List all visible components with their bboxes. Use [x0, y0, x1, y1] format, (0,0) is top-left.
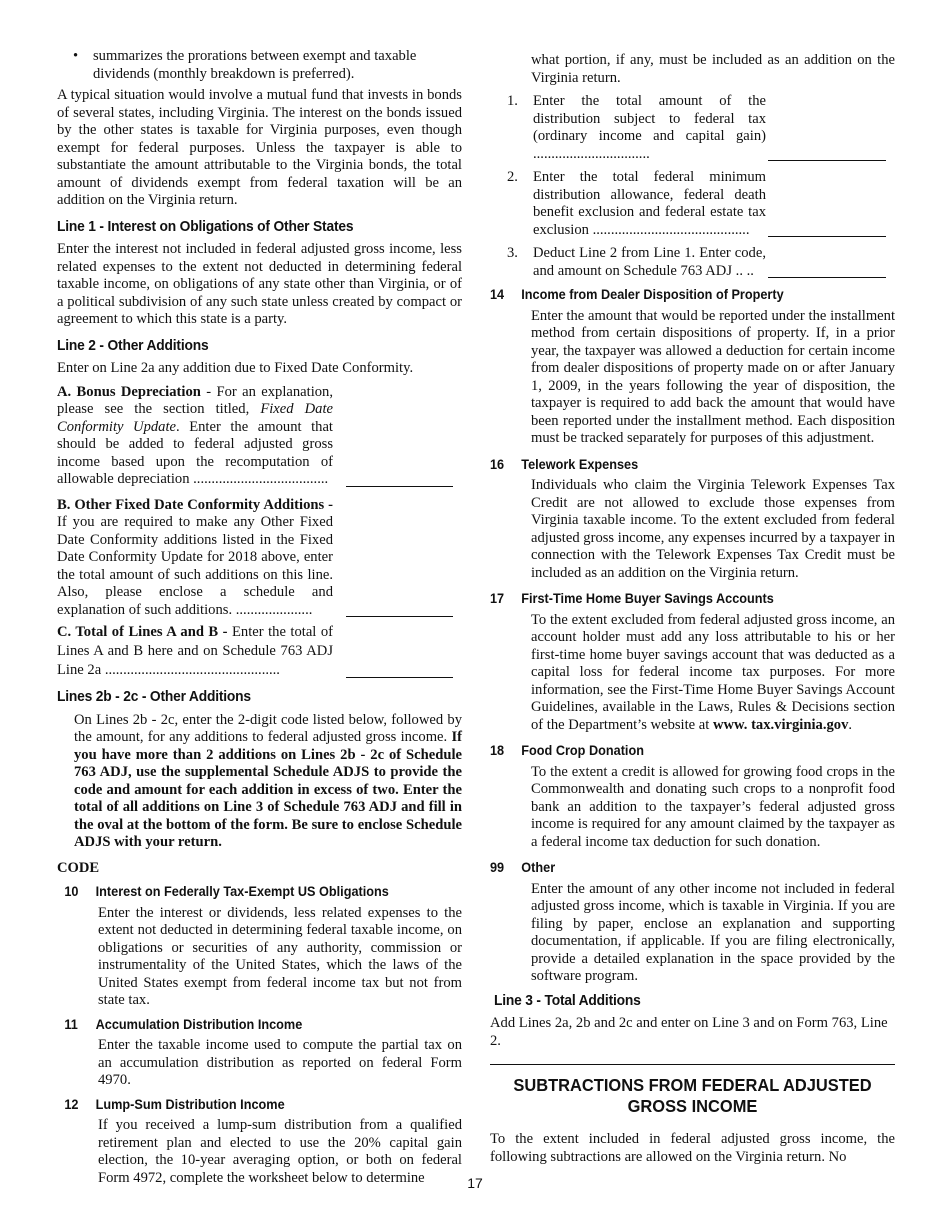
- line1-paragraph: Enter the interest not included in federal adjusted gross income, less related expenses to the extent not deducted in determining federal taxable income, on obligations of any state other than Virginia, or of a political subdivision of any such state unless created by compact or agreement to which this state is a party.: [57, 241, 462, 327]
- item-a-leader-dots: .....................................: [189, 471, 329, 487]
- code-99-block: [490, 859, 895, 986]
- section-divider: [490, 1064, 895, 1065]
- lines2b-bold-text: If you have more than 2 additions on Lines 2b - 2c of Schedule 763 ADJ, use the supplemental Schedule ADJS to provide the code and amount for each addition in excess of two. Enter the total of all additions on Line 3 of Schedule 763 ADJ and fill in the oval at the bottom of the form. Be sure to enclose Schedule ADJS with your return.: [74, 729, 462, 850]
- worksheet-number: 3.: [507, 245, 518, 261]
- line1-heading: Line 1 - Interest on Obligations of Other States: [57, 217, 354, 235]
- subtractions-heading: SUBTRACTIONS FROM FEDERAL ADJUSTED GROSS INCOME: [513, 1075, 872, 1116]
- code-17-block: [490, 590, 895, 734]
- item-c-leader-dots: ................................................: [101, 662, 280, 678]
- bullet-dot: •: [73, 48, 79, 64]
- code-title: Food Crop Donation: [521, 743, 644, 758]
- code-14-block: [490, 286, 895, 448]
- left-column: [57, 48, 462, 1187]
- worksheet-line-2: [490, 169, 766, 239]
- code-16-block: [490, 456, 895, 583]
- worksheet-text: Deduct Line 2 from Line 1. Enter code, and amount on Schedule 763 ADJ: [533, 245, 766, 279]
- code-99-heading: [490, 859, 863, 877]
- code-title: Accumulation Distribution Income: [95, 1016, 303, 1032]
- item-c-amount-field[interactable]: [346, 677, 453, 678]
- worksheet-leader-dots: .. ..: [732, 262, 754, 279]
- code-18-text: To the extent a credit is allowed for growing food crops in the Commonwealth and donating such crops to a nonprofit food bank an addition to the taxpayer’s federal adjusted gross income is required for any amount claimed by the taxpayer as a federal income tax deduction for such donation.: [531, 763, 895, 850]
- code-17-heading: [490, 590, 863, 608]
- code-number: 18: [490, 743, 505, 758]
- item-b-amount-field[interactable]: [346, 616, 453, 617]
- item-a-text-2: . Enter the amount that should be added to federal adjusted gross income based upon the recomputation of allowable depreciation: [57, 418, 333, 487]
- item-b-other-fdc-additions: [57, 497, 333, 620]
- code-14-heading: [490, 286, 863, 304]
- code-11-text: Enter the taxable income used to compute the partial tax on an accumulation distribution as reported on federal Form 4970.: [98, 1037, 462, 1088]
- worksheet-leader-dots: ...........................................: [588, 221, 750, 238]
- code-16-text: Individuals who claim the Virginia Telework Expenses Tax Credit are not allowed to exclude those expenses from Virginia taxable income. To the extent excluded from federal adjusted gross income, any expenses incurred by a taxpayer in connection with the Telework Expenses Tax Credit must be included as an addition on the Virginia return.: [531, 477, 895, 581]
- code-label: CODE: [57, 859, 100, 876]
- subtractions-paragraph: To the extent included in federal adjusted gross income, the following subtractions are allowed on the Virginia return. No: [490, 1131, 895, 1165]
- item-c-total: [57, 623, 333, 680]
- code-14-text: Enter the amount that would be reported under the installment method from certain dispositions of property. If, in a prior year, the taxpayer was allowed a deduction for certain income from dealer dispositions of property made on or after January 1, 2009, in the years following the year of disposition, the taxpayer is required to add back the amount that would have been reported under the installment method. Each disposition must be tracked separately for purposes of this adjustment.: [531, 307, 895, 446]
- code-17-end: .: [848, 716, 853, 733]
- code-17-body: To the extent excluded from federal adjusted gross income, an account holder must add any loss attributable to his or her first-time home buyer savings account that was deducted as a capital loss for federal income tax purposes. For more information, see the First-Time Home Buyer Savings Account Guidelines, available in the Laws, Rules & Decisions section of the Department’s website at: [531, 611, 895, 733]
- item-a-text: - For an explanation, please see the section titled,: [57, 383, 333, 417]
- code-10-heading: [57, 883, 430, 901]
- bullet-text: summarizes the prorations between exempt and taxable dividends (monthly breakdown is preferred).: [93, 48, 417, 82]
- code-18-heading: [490, 742, 863, 760]
- item-c-text: Enter the total of Lines A and B here and on Schedule 763 ADJ Line 2a: [57, 624, 333, 678]
- code-11-block: [57, 1016, 462, 1090]
- code-title: First-Time Home Buyer Savings Accounts: [521, 591, 774, 606]
- line3-paragraph: Add Lines 2a, 2b and 2c and enter on Line 3 and on Form 763, Line 2.: [490, 1015, 888, 1049]
- item-b-text: If you are required to make any Other Fixed Date Conformity additions listed in the Fixed Date Conformity Update for 2018 above, enter the total amount of such additions on this line. Also, please enclose a schedule and explanation of such additions.: [57, 514, 333, 618]
- code-number: 11: [64, 1016, 78, 1032]
- intro-paragraph: A typical situation would involve a mutual fund that invests in bonds of several states, including Virginia. The interest on the bonds issued by the other states is taxable for Virginia purposes, even though exempt for federal purposes. Unless the taxpayer is able to substantiate the amount attributable to the Virginia bonds, the total amount of dividends exempt from federal taxation will be an addition on the Virginia return.: [57, 87, 462, 208]
- line2-paragraph: Enter on Line 2a any addition due to Fixed Date Conformity.: [57, 360, 414, 376]
- worksheet-line-3-field[interactable]: [768, 277, 886, 278]
- lines2b-text: On Lines 2b - 2c, enter the 2-digit code listed below, followed by the amount, for any additions to federal adjusted gross income.: [74, 711, 462, 745]
- code-number: 16: [490, 456, 505, 472]
- code-12-block: [57, 1096, 462, 1188]
- code-12-text: If you received a lump-sum distribution from a qualified retirement plan and elected to use the 20% capital gain election, the 10-year averaging option, or both on federal Form 4972, complete the worksheet below to determine: [98, 1117, 462, 1186]
- code-title: Interest on Federally Tax-Exempt US Obligations: [95, 884, 389, 899]
- code-99-text: Enter the amount of any other income not included in federal adjusted gross income, which is taxable in Virginia. If you are filing by paper, enclose an explanation and supporting documentation, if applicable. If you are filing electronically, provide a detailed explanation in the space provided by the software program.: [531, 880, 895, 984]
- code-title: Lump-Sum Distribution Income: [95, 1096, 285, 1112]
- code-10-block: [57, 883, 462, 1010]
- code-number: 17: [490, 591, 505, 606]
- worksheet-text: Enter the total federal minimum distribution allowance, federal death benefit exclusion and federal estate tax exclusion: [533, 169, 766, 238]
- item-a-italic: Fixed Date Conformity Update: [57, 401, 333, 435]
- bullet-item: [57, 48, 462, 83]
- worksheet-number: 1.: [507, 93, 518, 109]
- line2-heading: Line 2 - Other Additions: [57, 336, 209, 354]
- department-website-link[interactable]: www. tax.virginia.gov: [712, 716, 849, 733]
- page-number: 17: [467, 1175, 483, 1191]
- line3-heading: Line 3 - Total Additions: [494, 991, 641, 1009]
- code-title: Telework Expenses: [521, 456, 639, 472]
- code-12-continuation: what portion, if any, must be included as an addition on the Virginia return.: [531, 52, 895, 86]
- code-number: 99: [490, 860, 505, 875]
- item-a-amount-field[interactable]: [346, 486, 453, 487]
- worksheet-line-2-field[interactable]: [768, 236, 886, 237]
- code-12-heading: [57, 1096, 430, 1114]
- worksheet-line-1: [490, 93, 766, 163]
- code-title: Other: [521, 860, 556, 875]
- code-18-block: [490, 742, 895, 851]
- code-number: 10: [64, 884, 79, 899]
- code-number: 14: [490, 287, 505, 302]
- worksheet-number: 2.: [507, 169, 518, 185]
- code-10-text: Enter the interest or dividends, less related expenses to the extent not deducted in determining federal taxable income, on obligations or securities of any authority, commission or instrumentality of the United States, which the laws of the United States exempt from federal income tax but not from state tax.: [98, 904, 462, 1008]
- worksheet-leader-dots: ................................: [533, 145, 650, 162]
- item-a-bonus-depreciation: [57, 384, 333, 489]
- item-a-label: A. Bonus Depreciation: [57, 383, 201, 400]
- code-16-heading: [490, 456, 863, 474]
- worksheet-line-1-field[interactable]: [768, 160, 886, 161]
- right-column: [490, 52, 895, 1166]
- code-title: Income from Dealer Disposition of Property: [521, 287, 784, 302]
- item-c-label: C. Total of Lines A and B -: [57, 624, 228, 640]
- lines2b-heading: Lines 2b - 2c - Other Additions: [57, 688, 251, 705]
- code-11-heading: [57, 1016, 430, 1034]
- code-17-text: [490, 612, 895, 735]
- item-b-leader-dots: .....................: [232, 601, 313, 618]
- lines2b-paragraph: [57, 712, 462, 852]
- item-b-label: B. Other Fixed Date Conformity Additions -: [57, 496, 333, 513]
- worksheet-text: Enter the total amount of the distribution subject to federal tax (ordinary income and capital gain): [533, 93, 766, 144]
- code-number: 12: [64, 1096, 79, 1112]
- worksheet-line-3: [490, 245, 766, 280]
